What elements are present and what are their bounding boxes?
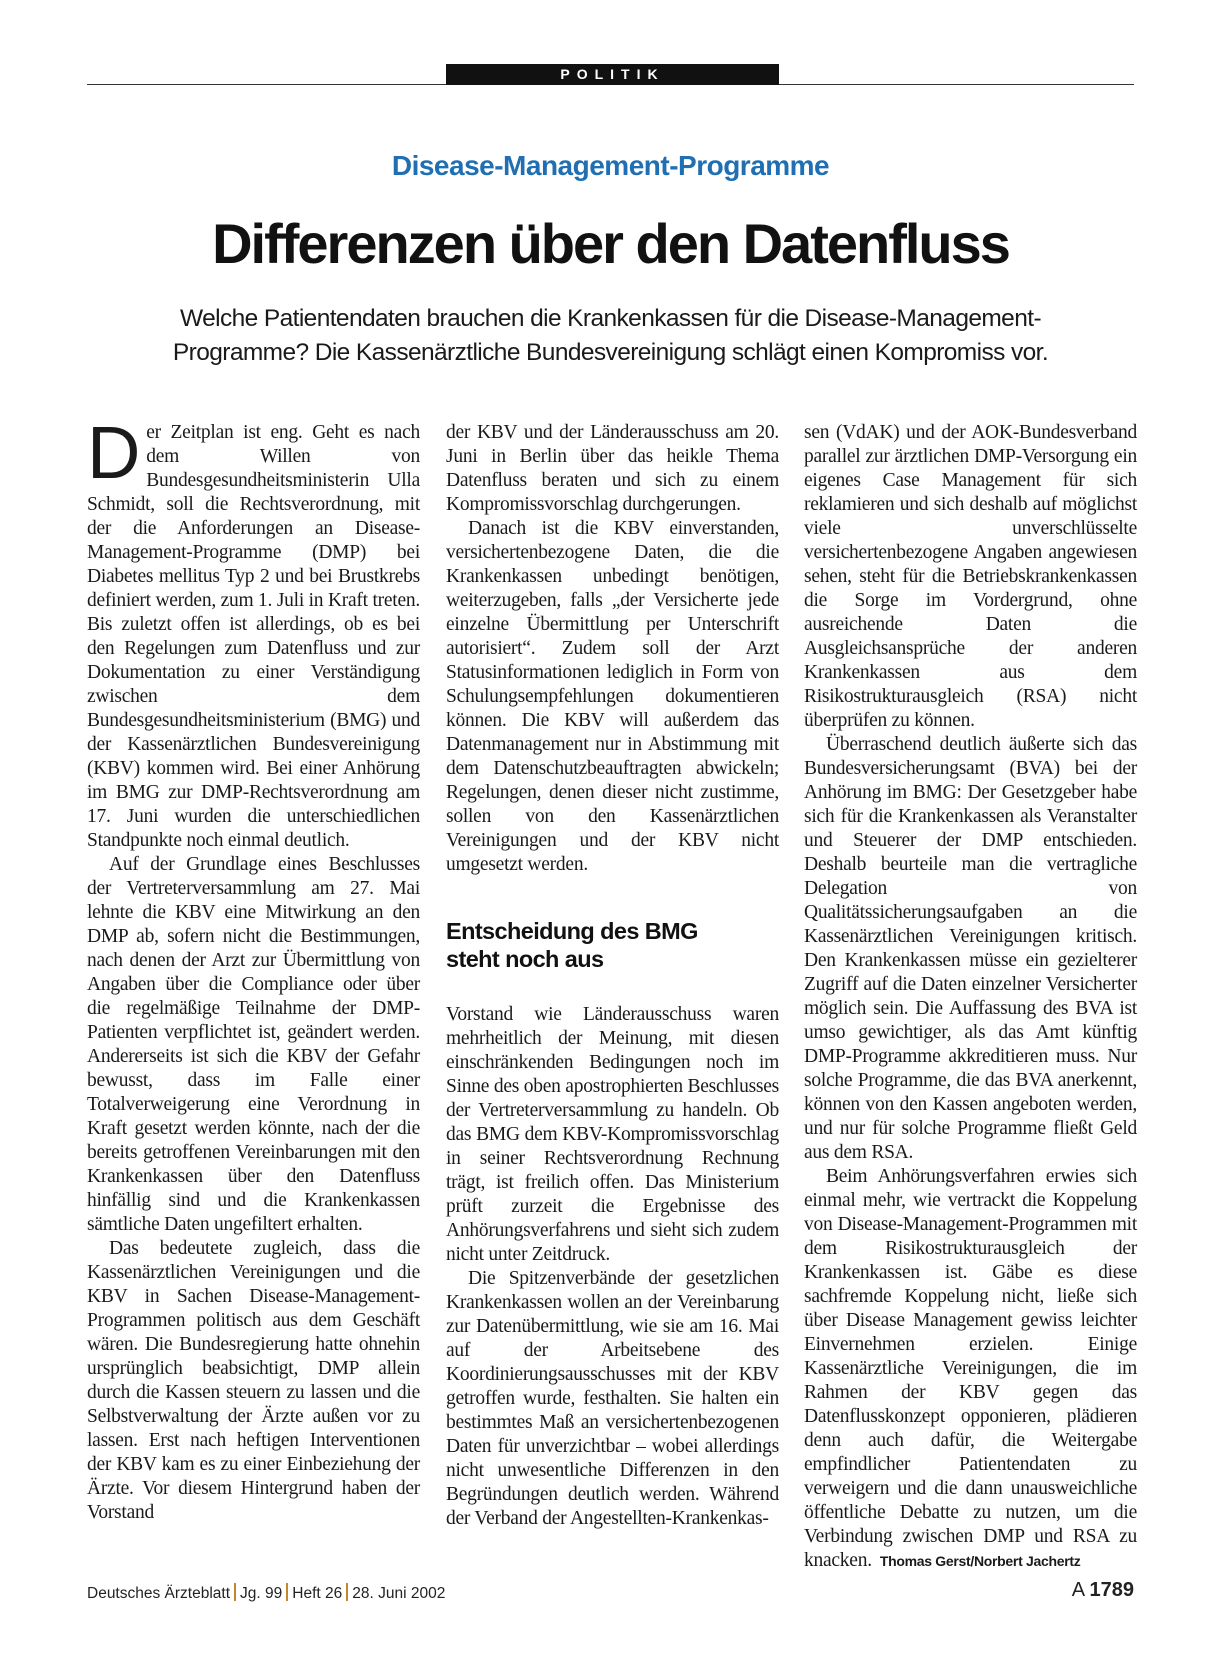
kicker: Disease-Management-Programme	[391, 150, 830, 181]
page-number-value: 1789	[1089, 1579, 1134, 1601]
page-number	[1072, 1579, 1134, 1602]
paragraph: Vorstand wie Länderausschuss waren mehrheitlich der Meinung, mit diesen einschränkenden Bedingungen noch im Sinne des oben apostrophierten Beschlusses der Vertreterversammlung zu handeln. Ob das BMG dem KBV-Kompromissvorschlag in seiner Rechtsverordnung Rechnung trägt, ist freilich offen. Das Ministerium prüft zurzeit die Ergebnisse des Anhörungsverfahrens und sieht sich zudem nicht unter Zeitdruck.	[446, 1004, 779, 1265]
footer-separator	[346, 1583, 348, 1601]
paragraph	[804, 1165, 1137, 1573]
subheading	[446, 917, 779, 973]
footer-separator	[234, 1583, 236, 1601]
paragraph: sen (VdAK) und der AOK-Bundesverband parallel zur ärztlichen DMP-Versorgung ein eigenes Case Management für sich reklamieren und sich deshalb auf möglichst viele unverschlüsselte versichertenbezogene Angaben angewiesen sehen, steht für die Betriebskrankenkassen die Sorge im Vordergrund, ohne ausreichende Daten die Ausgleichsansprüche der anderen Krankenkassen aus dem Risikostrukturausgleich (RSA) nicht überprüfen zu können.	[804, 422, 1137, 731]
headline: Differenzen über den Datenfluss	[212, 212, 1009, 275]
paragraph: Überraschend deutlich äußerte sich das Bundesversicherungsamt (BVA) bei der Anhörung im BMG: Der Gesetzgeber habe sich für die Krankenkassen als Veranstalter und Steuerer der DMP entschieden. Deshalb beurteile man die vertragliche Delegation von Qualitätssicherungsaufgaben an die Kassenärztlichen Vereinigungen kritisch. Den Krankenkassen müsse ein gezielterer Zugriff auf die Daten einzelner Versicherter möglich sein. Die Auffassung des BVA ist umso gewichtiger, als das Amt künftig DMP-Programme akkreditieren muss. Nur solche Programme, die das BVA anerkennt, können von den Kassen angeboten werden, und nur für solche Programme fließt Geld aus dem RSA.	[804, 734, 1137, 1163]
paragraph-text: Beim Anhörungsverfahren erwies sich einmal mehr, wie vertrackt die Koppelung von Disease-Management-Programmen mit dem Risikostrukturausgleich der Krankenkassen ist. Gäbe es diese sachfremde Koppelung nicht, ließe sich über Disease Management gewiss leichter Einvernehmen erzielen. Einige Kassenärztliche Vereinigungen, die im Rahmen der KBV gegen das Datenflusskonzept opponieren, plädieren denn auch dafür, die Weitergabe empfindlicher Patientendaten zu verweigern und die dann unausweichliche öffentliche Debatte zu nutzen, um die Verbindung zwischen DMP und RSA zu knacken.	[804, 1166, 1137, 1571]
paragraph: der KBV und der Länderausschuss am 20. Juni in Berlin über das heikle Thema Datenfluss beraten und sich zu einem Kompromissvorschlag durchgerungen.	[446, 422, 779, 515]
article-column-1	[87, 411, 420, 1525]
journal-volume: Jg. 99	[240, 1585, 283, 1602]
journal-name: Deutsches Ärzteblatt	[87, 1585, 231, 1602]
subheading-line-2: steht noch aus	[446, 946, 604, 972]
paragraph: Danach ist die KBV einverstanden, versichertenbezogene Daten, die die Krankenkassen unbedingt benötigen, weiterzugeben, falls „der Versicherte jede einzelne Übermittlung per Unterschrift autorisiert“. Zudem soll der Arzt Statusinformationen lediglich in Form von Schulungsempfehlungen dokumentieren können. Die KBV will außerdem das Datenmanagement nur in Abstimmung mit dem Datenschutzbeauftragten abwickeln; Regelungen, denen dieser nicht zustimme, sollen von den Kassenärztlichen Vereinigungen und der KBV nicht umgesetzt werden.	[446, 518, 779, 875]
page-prefix: A	[1071, 1579, 1084, 1601]
lead-line-1: Welche Patientendaten brauchen die Krankenkassen für die Disease-Management-	[180, 305, 1041, 332]
issue-date: 28. Juni 2002	[352, 1585, 446, 1602]
subheading-line-1: Entscheidung des BMG	[446, 918, 698, 944]
paragraph: Die Spitzenverbände der gesetzlichen Krankenkassen wollen an der Vereinbarung zur Datenübermittlung, wie sie am 16. Mai auf der Arbeitsebene des Koordinierungsausschusses mit der KBV getroffen wurde, festhalten. Sie halten ein bestimmtes Maß an versichertenbezogenen Daten für unverzichtbar – wobei allerdings nicht unwesentliche Differenzen in den Begründungen deutlich werden. Während der Verband der Angestellten-Krankenkas-	[446, 1268, 779, 1529]
drop-cap: D	[87, 411, 141, 494]
paragraph	[87, 411, 420, 853]
lead	[130, 302, 1091, 370]
article-column-3	[804, 421, 1137, 1573]
journal-issue: Heft 26	[292, 1585, 343, 1602]
author-byline: Thomas Gerst/Norbert Jachertz	[879, 1553, 1081, 1569]
section-label: POLITIK	[446, 64, 779, 85]
page-footer	[87, 1579, 1134, 1613]
paragraph-text: er Zeitplan ist eng. Geht es nach dem Willen von Bundesgesundheitsministerin Ulla Schmidt, soll die Rechtsverordnung, mit der die Anforderungen an Disease-Management-Programme (DMP) bei Diabetes mellitus Typ 2 und bei Brustkrebs definiert werden, zum 1. Juli in Kraft treten. Bis zuletzt offen ist allerdings, ob es bei den Regelungen zum Datenfluss und zur Dokumentation zu einer Verständigung zwischen dem Bundesgesundheitsministerium (BMG) und der Kassenärztlichen Bundesvereinigung (KBV) kommen wird. Bei einer Anhörung im BMG zur DMP-Rechtsverordnung am 17. Juni wurden die unterschiedlichen Standpunkte noch einmal deutlich.	[87, 422, 420, 851]
lead-line-2: Programme? Die Kassenärztliche Bundesvereinigung schlägt einen Kompromiss vor.	[172, 339, 1049, 366]
article-column-2	[446, 421, 779, 1531]
paragraph: Das bedeutete zugleich, dass die Kassenärztlichen Vereinigungen und die KBV in Sachen Disease-Management-Programmen politisch aus dem Geschäft wären. Die Bundesregierung hatte ohnehin ursprünglich beabsichtigt, DMP allein durch die Kassen steuern zu lassen und die Selbstverwaltung der Ärzte außen vor zu lassen. Erst nach heftigen Interventionen der KBV kam es zu einer Einbeziehung der Ärzte. Vor diesem Hintergrund haben der Vorstand	[87, 1238, 420, 1523]
paragraph: Auf der Grundlage eines Beschlusses der Vertreterversammlung am 27. Mai lehnte die KBV eine Mitwirkung an den DMP ab, sofern nicht die Bestimmungen, nach denen der Arzt zur Übermittlung von Angaben über die Compliance oder über die regelmäßige Teilnahme der DMP-Patienten verpflichtet ist, geändert werden. Andererseits ist sich die KBV der Gefahr bewusst, dass im Falle einer Totalverweigerung eine Verordnung in Kraft gesetzt werden könnte, nach der die bereits getroffenen Vereinbarungen mit den Krankenkassen über den Datenfluss hinfällig sind und die Krankenkassen sämtliche Daten ungefiltert erhalten.	[87, 854, 420, 1235]
footer-separator	[286, 1583, 288, 1601]
